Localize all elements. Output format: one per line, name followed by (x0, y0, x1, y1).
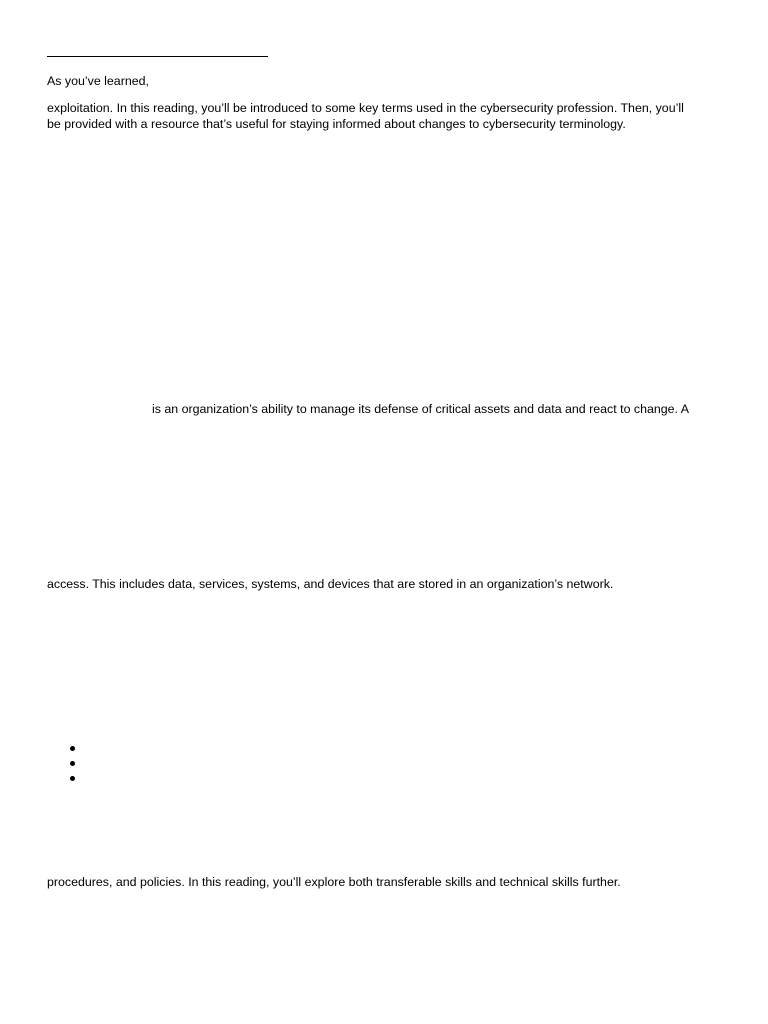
access-text: access. This includes data, services, systems, and devices that are stored in an organization’s network. (47, 577, 614, 591)
bullet-list (70, 742, 76, 787)
bullet-item (70, 742, 76, 757)
heading-underline (47, 56, 268, 57)
paragraph-line-2: be provided with a resource that’s useful for staying informed about changes to cybersecurity terminology. (47, 117, 626, 131)
intro-text: As you’ve learned, (47, 74, 149, 88)
paragraph-line-1: exploitation. In this reading, you’ll be introduced to some key terms used in the cybersecurity profession. Then, you’ll (47, 101, 684, 115)
bullet-item (70, 772, 76, 787)
bullet-item (70, 757, 76, 772)
security-posture-text: is an organization’s ability to manage its defense of critical assets and data and react to change. A (152, 402, 690, 416)
procedures-text: procedures, and policies. In this reading, you’ll explore both transferable skills and technical skills further. (47, 875, 621, 889)
